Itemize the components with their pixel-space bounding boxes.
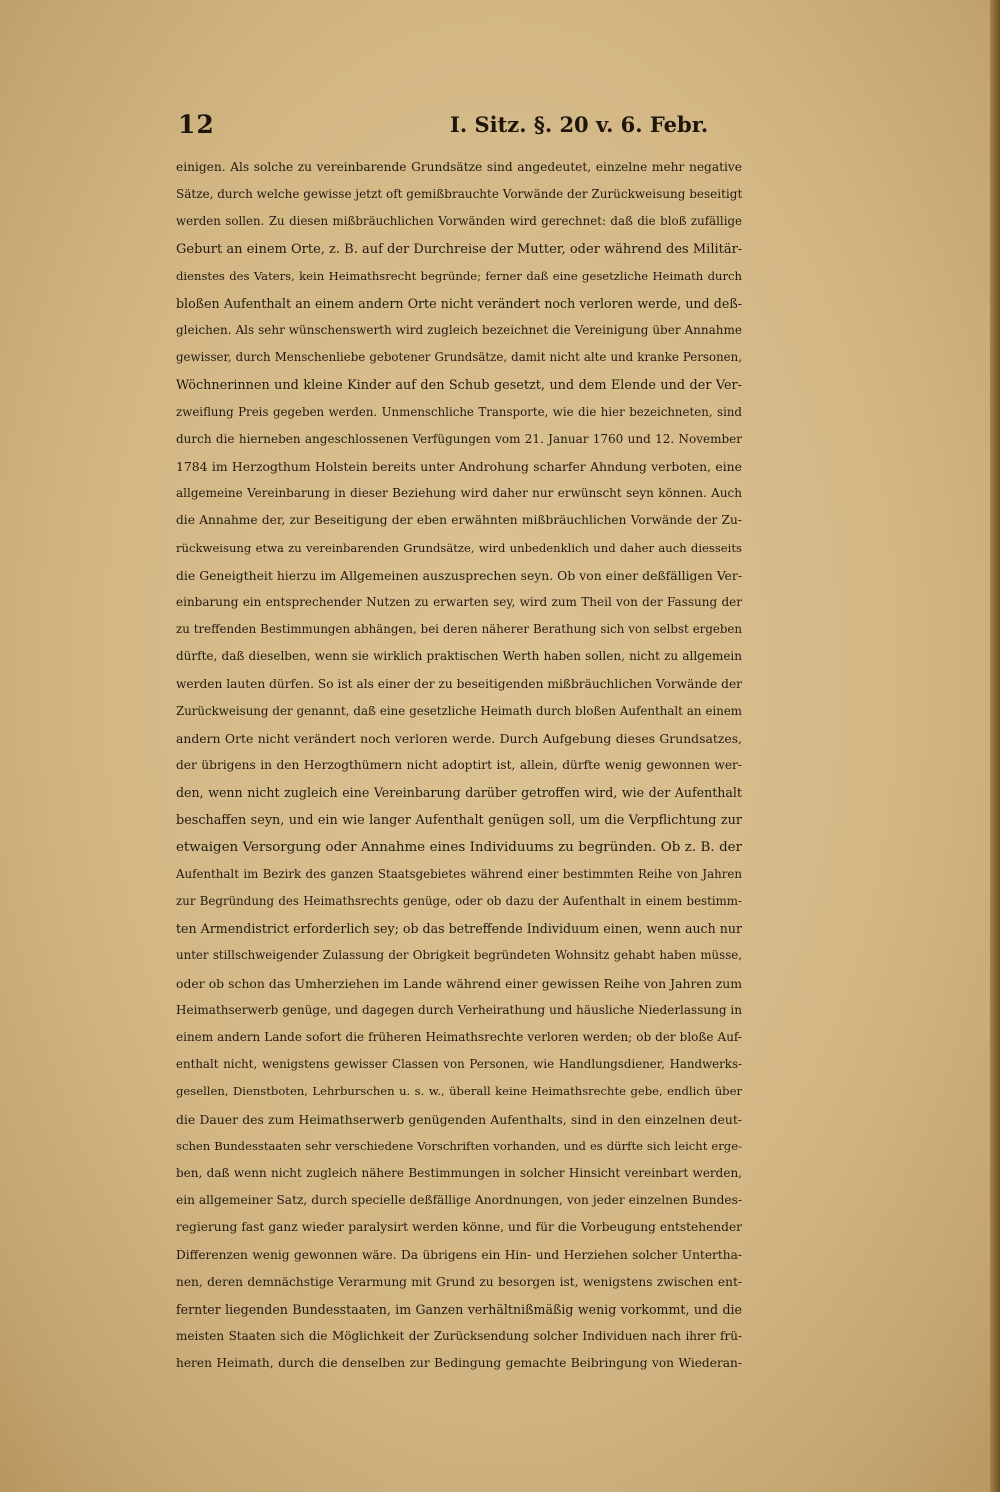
text-line: Zurückweisung der genannt, daß eine gesetzliche Heimath durch bloßen Aufenthalt an einem bbox=[176, 703, 742, 718]
page-edge-shadow bbox=[990, 0, 1000, 1492]
text-line: Heimathserwerb genüge, und dagegen durch Verheirathung und häusliche Niederlassung in bbox=[176, 1002, 742, 1017]
text-line: 1784 im Herzogthum Holstein bereits unter Androhung scharfer Ahndung verboten, eine bbox=[176, 459, 742, 475]
text-line: werden lauten dürfen. So ist als einer der zu beseitigenden mißbräuchlichen Vorwände der bbox=[176, 676, 742, 691]
text-line: bloßen Aufenthalt an einem andern Orte nicht verändert noch verloren werde, und deß- bbox=[176, 295, 742, 311]
text-line: Differenzen wenig gewonnen wäre. Da übrigens ein Hin- und Herziehen solcher Untertha- bbox=[176, 1247, 742, 1262]
text-line: unter stillschweigender Zulassung der Obrigkeit begründeten Wohnsitz gehabt haben müsse, bbox=[176, 948, 742, 963]
text-line: beschaffen seyn, und ein wie langer Aufenthalt genügen soll, um die Verpflichtung zur bbox=[176, 812, 742, 828]
text-line: heren Heimath, durch die denselben zur Bedingung gemachte Beibringung von Wiederan- bbox=[176, 1356, 742, 1371]
text-line: dürfte, daß dieselben, wenn sie wirklich praktischen Werth haben sollen, nicht zu allgemein bbox=[176, 649, 742, 664]
text-line: allgemeine Vereinbarung in dieser Beziehung wird daher nur erwünscht seyn können. Auch bbox=[176, 486, 742, 501]
text-line: einem andern Lande sofort die früheren Heimathsrechte verloren werden; ob der bloße Auf- bbox=[176, 1030, 742, 1044]
text-line: ein allgemeiner Satz, durch specielle deßfällige Anordnungen, von jeder einzelnen Bundes- bbox=[176, 1193, 742, 1208]
page-header bbox=[178, 104, 738, 144]
text-line: zu treffenden Bestimmungen abhängen, bei deren näherer Berathung sich von selbst ergeben bbox=[176, 622, 742, 637]
text-line: gesellen, Dienstboten, Lehrburschen u. s. w., überall keine Heimathsrechte gebe, endlich über bbox=[176, 1084, 742, 1099]
text-line: ben, daß wenn nicht zugleich nähere Bestimmungen in solcher Hinsicht vereinbart werden, bbox=[176, 1165, 742, 1180]
text-line: enthalt nicht, wenigstens gewisser Classen von Personen, wie Handlungsdiener, Handwerks- bbox=[176, 1057, 742, 1072]
text-line: Aufenthalt im Bezirk des ganzen Staatsgebietes während einer bestimmten Reihe von Jahren bbox=[176, 866, 742, 881]
text-line: Sätze, durch welche gewisse jetzt oft gemißbrauchte Vorwände der Zurückweisung beseitigt bbox=[176, 187, 742, 202]
text-line: die Geneigtheit hierzu im Allgemeinen auszusprechen seyn. Ob von einer deßfälligen Ver- bbox=[176, 567, 742, 583]
text-line: die Dauer des zum Heimathserwerb genügenden Aufenthalts, sind in den einzelnen deut- bbox=[176, 1111, 742, 1127]
text-line: der übrigens in den Herzogthümern nicht adoptirt ist, allein, dürfte wenig gewonnen wer- bbox=[176, 758, 742, 773]
text-line: Wöchnerinnen und kleine Kinder auf den Schub gesetzt, und dem Elende und der Ver- bbox=[176, 377, 742, 393]
text-line: zur Begründung des Heimathsrechts genüge, oder ob dazu der Aufenthalt in einem bestimm- bbox=[176, 894, 742, 909]
text-line: andern Orte nicht verändert noch verloren werde. Durch Aufgebung dieses Grundsatzes, bbox=[176, 730, 742, 746]
text-line: gleichen. Als sehr wünschenswerth wird zugleich bezeichnet die Vereinigung über Annahme bbox=[176, 323, 742, 338]
text-line: werden sollen. Zu diesen mißbräuchlichen Vorwänden wird gerechnet: daß die bloß zufällige bbox=[176, 214, 742, 229]
page-number: 12 bbox=[178, 110, 215, 139]
body-text bbox=[176, 154, 742, 1377]
text-line: die Annahme der, zur Beseitigung der eben erwähnten mißbräuchlichen Vorwände der Zu- bbox=[176, 513, 742, 528]
text-line: rückweisung etwa zu vereinbarenden Grundsätze, wird unbedenklich und daher auch diesseits bbox=[176, 540, 742, 555]
text-line: gewisser, durch Menschenliebe gebotener Grundsätze, damit nicht alte und kranke Personen, bbox=[176, 350, 742, 365]
text-line: den, wenn nicht zugleich eine Vereinbarung darüber getroffen wird, wie der Aufenthalt bbox=[176, 785, 742, 801]
text-line: einigen. Als solche zu vereinbarende Grundsätze sind angedeutet, einzelne mehr negative bbox=[176, 160, 742, 174]
text-line: fernter liegenden Bundesstaaten, im Ganzen verhältnißmäßig wenig vorkommt, und die bbox=[176, 1301, 742, 1317]
text-line: meisten Staaten sich die Möglichkeit der Zurücksendung solcher Individuen nach ihrer frü- bbox=[176, 1329, 742, 1344]
text-line: oder ob schon das Umherziehen im Lande während einer gewissen Reihe von Jahren zum bbox=[176, 975, 742, 991]
running-head: I. Sitz. §. 20 v. 6. Febr. bbox=[450, 112, 709, 137]
text-line: ten Armendistrict erforderlich sey; ob das betreffende Individuum einen, wenn auch nur bbox=[176, 921, 742, 937]
text-line: zweiflung Preis gegeben werden. Unmenschliche Transporte, wie die hier bezeichneten, sind bbox=[176, 404, 742, 419]
text-line: einbarung ein entsprechender Nutzen zu erwarten sey, wird zum Theil von der Fassung der bbox=[176, 595, 742, 609]
text-line: durch die hierneben angeschlossenen Verfügungen vom 21. Januar 1760 und 12. November bbox=[176, 431, 742, 446]
text-line: schen Bundesstaaten sehr verschiedene Vorschriften vorhanden, und es dürfte sich leicht erge- bbox=[176, 1138, 742, 1153]
text-line: etwaigen Versorgung oder Annahme eines Individuums zu begründen. Ob z. B. der bbox=[176, 839, 742, 855]
text-line: dienstes des Vaters, kein Heimathsrecht begründe; ferner daß eine gesetzliche Heimath durch bbox=[176, 268, 742, 283]
text-line: Geburt an einem Orte, z. B. auf der Durchreise der Mutter, oder während des Militär- bbox=[176, 241, 742, 257]
text-line: nen, deren demnächstige Verarmung mit Grund zu besorgen ist, wenigstens zwischen ent- bbox=[176, 1274, 742, 1289]
text-line: regierung fast ganz wieder paralysirt werden könne, und für die Vorbeugung entstehender bbox=[176, 1220, 742, 1235]
